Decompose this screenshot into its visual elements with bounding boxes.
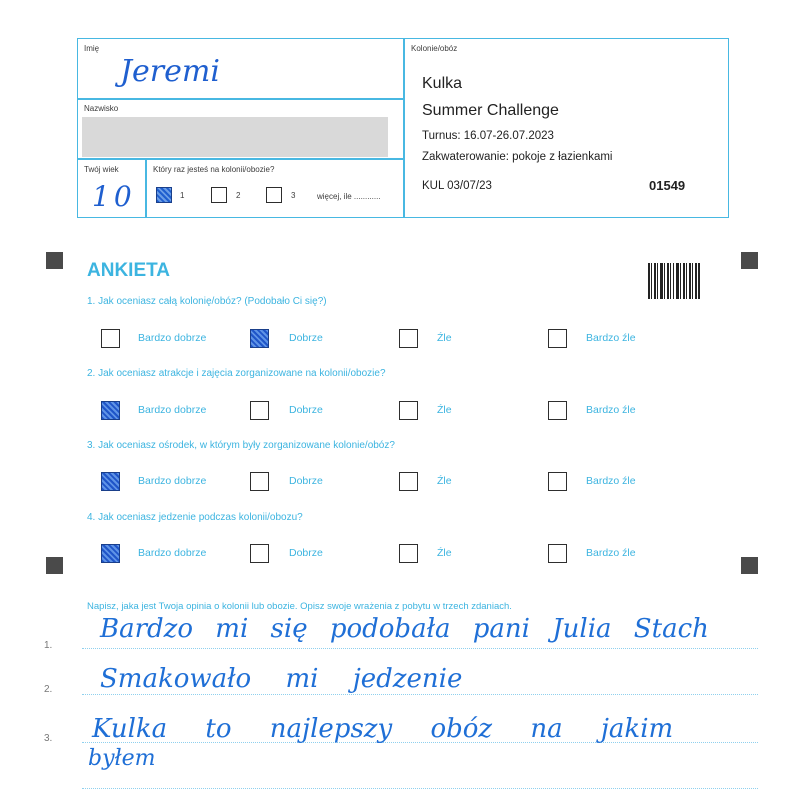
times-option-3: 3 <box>291 191 296 200</box>
q1-option-bardzo-dobrze-checkbox[interactable] <box>101 329 120 348</box>
opinion-line-number-3: 3. <box>44 733 53 744</box>
barcode-icon <box>648 263 700 299</box>
registration-marker-bottom-left <box>46 557 63 574</box>
q2-option-bardzo-dobrze-label: Bardzo dobrze <box>138 404 207 416</box>
opinion-handwritten-line-4: byłem <box>88 746 156 771</box>
q1-option-dobrze-label: Dobrze <box>289 332 323 344</box>
q4-option-bardzo-dobrze-checkbox[interactable] <box>101 544 120 563</box>
q4-option-bardzo-dobrze-label: Bardzo dobrze <box>138 547 207 559</box>
q4-option-zle-label: Źle <box>437 547 452 559</box>
q2-option-dobrze-label: Dobrze <box>289 404 323 416</box>
q3-option-bardzo-zle-label: Bardzo źle <box>586 475 636 487</box>
opinion-line-number-1: 1. <box>44 640 53 651</box>
registration-marker-bottom-right <box>741 557 758 574</box>
q2-option-zle-checkbox[interactable] <box>399 401 418 420</box>
q1-option-dobrze-checkbox[interactable] <box>250 329 269 348</box>
camp-name-line2: Summer Challenge <box>422 102 559 119</box>
age-label: Twój wiek <box>84 165 119 174</box>
times-option-2: 2 <box>236 191 241 200</box>
header-divider-1 <box>77 98 403 100</box>
header-divider-3 <box>145 158 147 218</box>
camp-code: KUL 03/07/23 <box>422 180 492 192</box>
q2-option-zle-label: Źle <box>437 404 452 416</box>
redacted-last-name <box>82 117 388 157</box>
opinion-handwritten-line-1: Bardzo mi się podobała pani Julia Stach <box>100 614 709 644</box>
times-checkbox-1[interactable] <box>156 187 172 203</box>
first-name-value: Jeremi <box>120 54 220 89</box>
q3-option-zle-label: Źle <box>437 475 452 487</box>
opinion-handwritten-line-2: Smakowało mi jedzenie <box>100 664 463 694</box>
q4-option-bardzo-zle-checkbox[interactable] <box>548 544 567 563</box>
q4-option-dobrze-checkbox[interactable] <box>250 544 269 563</box>
times-checkbox-3[interactable] <box>266 187 282 203</box>
header-divider-vertical <box>403 38 405 218</box>
q3-option-bardzo-zle-checkbox[interactable] <box>548 472 567 491</box>
q3-option-dobrze-checkbox[interactable] <box>250 472 269 491</box>
q4-option-dobrze-label: Dobrze <box>289 547 323 559</box>
opinion-line-1[interactable] <box>82 648 758 649</box>
opinion-line-2[interactable] <box>82 694 758 695</box>
q3-option-zle-checkbox[interactable] <box>399 472 418 491</box>
q2-option-dobrze-checkbox[interactable] <box>250 401 269 420</box>
camp-accommodation: Zakwaterowanie: pokoje z łazienkami <box>422 151 613 163</box>
question-4-text: 4. Jak oceniasz jedzenie podczas kolonii/obozu? <box>87 512 303 523</box>
q4-option-zle-checkbox[interactable] <box>399 544 418 563</box>
first-name-label: Imię <box>84 44 100 53</box>
camp-name-line1: Kulka <box>422 75 463 92</box>
q1-option-zle-checkbox[interactable] <box>399 329 418 348</box>
opinion-line-number-2: 2. <box>44 684 53 695</box>
question-3-text: 3. Jak oceniasz ośrodek, w którym były zorganizowane kolonie/obóz? <box>87 440 395 451</box>
q1-option-zle-label: Źle <box>437 332 452 344</box>
header-divider-2 <box>77 158 403 160</box>
registration-marker-top-left <box>46 252 63 269</box>
registration-marker-top-right <box>741 252 758 269</box>
q2-option-bardzo-zle-checkbox[interactable] <box>548 401 567 420</box>
q2-option-bardzo-zle-label: Bardzo źle <box>586 404 636 416</box>
question-1-text: 1. Jak oceniasz całą kolonię/obóz? (Podobało Ci się?) <box>87 296 327 307</box>
q1-option-bardzo-zle-checkbox[interactable] <box>548 329 567 348</box>
opinion-handwritten-line-3: Kulka to najlepszy obóz na jakim <box>92 714 674 744</box>
q1-option-bardzo-dobrze-label: Bardzo dobrze <box>138 332 207 344</box>
opinion-prompt: Napisz, jaka jest Twoja opinia o kolonii lub obozie. Opisz swoje wrażenia z pobytu w trzech zdaniach. <box>87 601 512 612</box>
times-option-1: 1 <box>180 191 185 200</box>
question-2-text: 2. Jak oceniasz atrakcje i zajęcia zorganizowane na kolonii/obozie? <box>87 368 386 379</box>
q3-option-bardzo-dobrze-checkbox[interactable] <box>101 472 120 491</box>
q3-option-bardzo-dobrze-label: Bardzo dobrze <box>138 475 207 487</box>
last-name-label: Nazwisko <box>84 104 119 113</box>
camp-label: Kolonie/obóz <box>411 44 458 53</box>
opinion-line-4[interactable] <box>82 788 758 789</box>
times-more-label: więcej, ile ............ <box>317 192 381 201</box>
q1-option-bardzo-zle-label: Bardzo źle <box>586 332 636 344</box>
survey-title: ANKIETA <box>87 260 171 281</box>
q3-option-dobrze-label: Dobrze <box>289 475 323 487</box>
camp-turnus: Turnus: 16.07-26.07.2023 <box>422 130 554 142</box>
age-value: 10 <box>92 180 136 213</box>
form-number: 01549 <box>649 178 686 193</box>
times-question-label: Który raz jesteś na kolonii/obozie? <box>153 165 275 174</box>
q4-option-bardzo-zle-label: Bardzo źle <box>586 547 636 559</box>
q2-option-bardzo-dobrze-checkbox[interactable] <box>101 401 120 420</box>
times-checkbox-2[interactable] <box>211 187 227 203</box>
